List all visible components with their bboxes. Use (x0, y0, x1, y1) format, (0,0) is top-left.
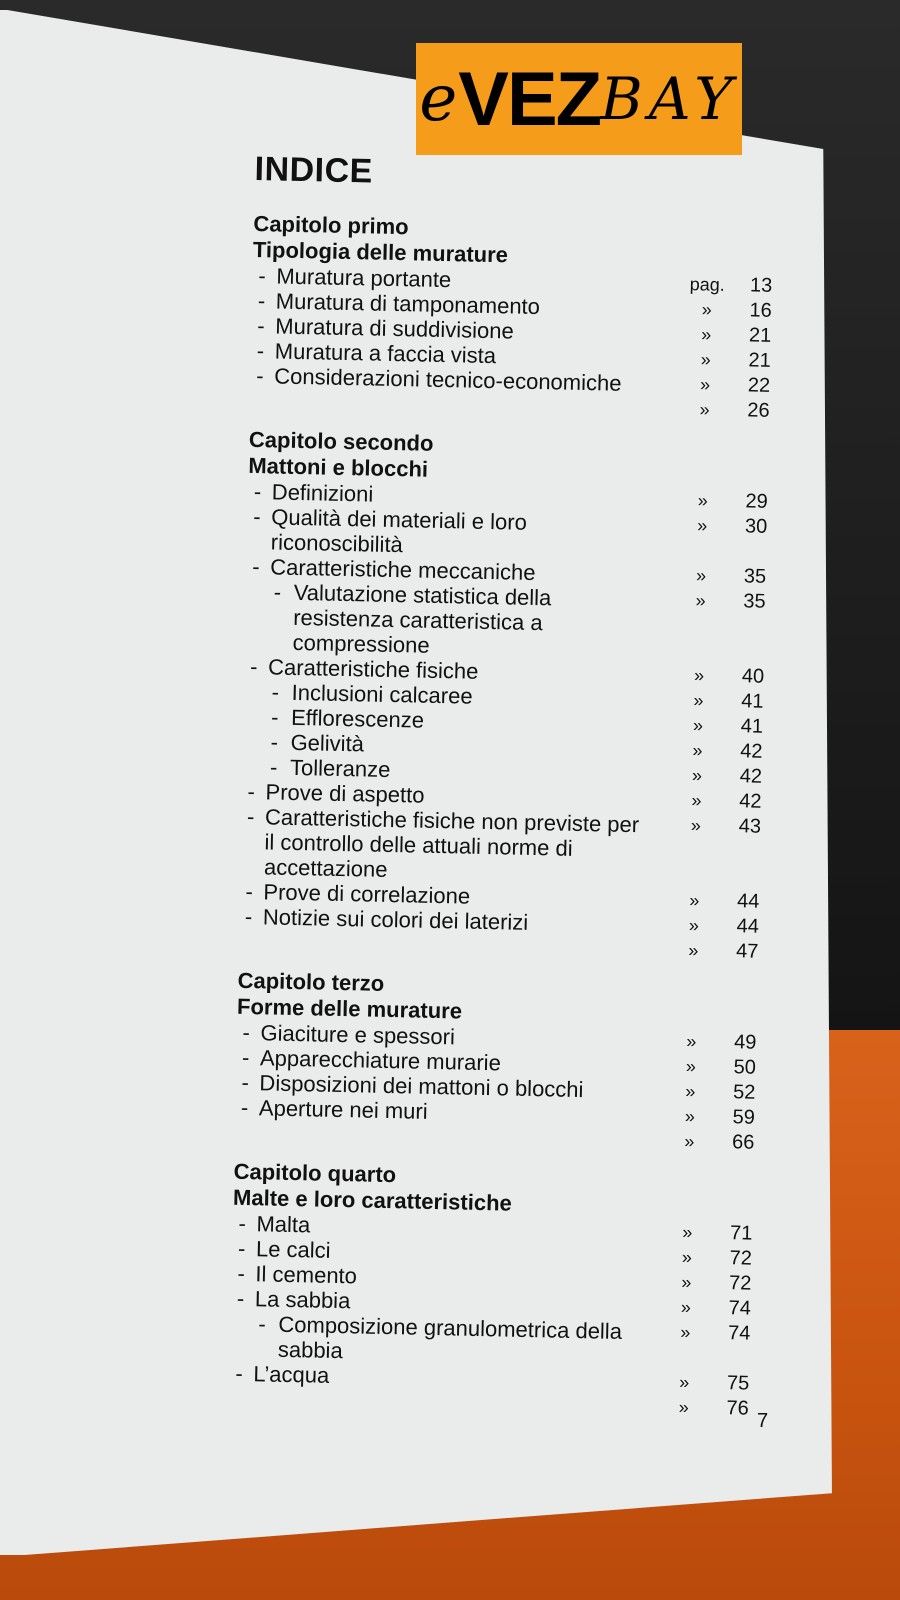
bullet-dash: - (271, 679, 280, 705)
bullet-dash: - (257, 288, 266, 314)
entry-text: Muratura di suddivisione (275, 313, 514, 344)
chapter (249, 211, 773, 424)
bullet-dash: - (249, 654, 258, 680)
ditto-mark: » (685, 1081, 696, 1102)
entry-text: Qualità dei materiali e loro riconoscibilità (270, 504, 528, 558)
ditto-mark: » (697, 490, 708, 511)
bullet-dash: - (244, 903, 253, 930)
page-number-ref: 26 (747, 399, 770, 422)
ditto-mark: » (699, 399, 710, 420)
entry-text: Composizione granulometrica della sabbia (277, 1311, 623, 1364)
ditto-mark: » (693, 665, 705, 686)
ditto-mark: » (693, 690, 704, 711)
page-number-ref: 71 (729, 1222, 753, 1245)
ditto-mark: » (688, 915, 700, 936)
ditto-mark: » (682, 1222, 693, 1243)
page-number-ref: 44 (736, 915, 760, 938)
page-ref (663, 688, 764, 715)
chapter (234, 968, 758, 1156)
bullet-dash: - (270, 729, 279, 755)
page-number-ref: 76 (726, 1397, 749, 1420)
page-ref (661, 813, 762, 840)
ditto-mark: » (685, 1056, 697, 1077)
page-ref (655, 1104, 756, 1131)
entry-text: Muratura di tamponamento (275, 288, 541, 319)
ditto-mark: » (680, 1297, 692, 1318)
bullet-dash: - (258, 263, 266, 289)
chapter (229, 1159, 754, 1422)
chapter-ordinal: Capitolo terzo (237, 967, 385, 996)
entry-text: Disposizioni dei mattoni o blocchi (259, 1070, 584, 1103)
ditto-mark: » (679, 1372, 690, 1393)
page-number-ref: 41 (741, 690, 764, 713)
bullet-dash: - (240, 1094, 249, 1121)
bullet-dash: - (256, 363, 264, 389)
page-number-ref: 35 (743, 590, 766, 613)
bullet-dash: - (236, 1285, 245, 1312)
page-ref (655, 1079, 756, 1106)
ditto-mark: » (684, 1131, 695, 1152)
ditto-mark: » (678, 1397, 689, 1418)
page-number-ref: 74 (728, 1297, 752, 1320)
toc-entry (244, 579, 765, 665)
bullet-dash: - (257, 313, 265, 339)
entry-text: Efflorescenze (290, 704, 425, 733)
page-ref (649, 1370, 750, 1397)
page-ref (656, 1029, 757, 1056)
page-ref (651, 1295, 752, 1322)
entry-text: Tolleranze (289, 754, 391, 782)
ditto-mark: » (697, 515, 708, 536)
bullet-dash: - (237, 1235, 246, 1262)
page-ref (651, 1270, 752, 1297)
ditto-mark: » (686, 1031, 697, 1052)
entry-text: Inclusioni calcaree (291, 679, 473, 709)
entry-text: Valutazione statistica della resistenza caratteristica a compressione (292, 579, 552, 658)
toc-entry (240, 804, 761, 890)
bullet-dash: - (273, 579, 282, 605)
page-number-ref: 42 (738, 790, 762, 813)
bullet-dash: - (241, 1069, 250, 1096)
entry-text: Considerazioni tecnico-economiche (274, 363, 622, 396)
page-number-ref: 41 (740, 715, 764, 738)
page-ref (669, 397, 770, 424)
ditto-mark: » (689, 890, 700, 911)
index-title: INDICE (254, 150, 374, 191)
page-ref (662, 763, 763, 790)
ditto-mark: » (681, 1272, 692, 1293)
entry-text: L’acqua (253, 1361, 330, 1388)
page-ref (670, 372, 771, 399)
ditto-mark: » (684, 1106, 696, 1127)
table-of-contents (228, 150, 775, 1436)
bullet-dash: - (246, 803, 255, 830)
bullet-dash: - (269, 754, 278, 780)
entry-text: Caratteristiche meccaniche (270, 554, 536, 585)
bullet-dash: - (238, 1210, 247, 1237)
chapter-title: Mattoni e blocchi (248, 452, 429, 482)
entry-text: Notizie sui colori dei laterizi (262, 904, 529, 935)
bullet-dash: - (256, 338, 265, 364)
page-number-ref: 74 (727, 1322, 751, 1345)
page-ref (659, 888, 760, 915)
entry-text: Giaciture e spessori (260, 1020, 456, 1050)
ditto-mark: pag. (689, 274, 726, 295)
bullet-dash: - (258, 1311, 267, 1337)
chapter-ordinal: Capitolo primo (253, 210, 409, 240)
bullet-dash: - (241, 1044, 250, 1071)
page-ref (666, 563, 767, 590)
entry-text: Prove di correlazione (263, 879, 471, 909)
page-ref (661, 788, 762, 815)
page-ref (648, 1395, 749, 1422)
page-number-ref: 22 (747, 374, 771, 397)
ditto-mark: » (700, 349, 711, 370)
page-number-ref: 42 (739, 765, 763, 788)
bullet-dash: - (235, 1360, 243, 1387)
entry-text: Muratura portante (276, 263, 452, 293)
page-ref (672, 272, 773, 299)
bullet-dash: - (247, 778, 256, 805)
page-number-ref: 35 (743, 565, 767, 588)
page-ref (652, 1245, 753, 1272)
entry-text: Prove di aspetto (265, 779, 425, 808)
entry-text: Definizioni (271, 479, 374, 507)
page-number-ref: 72 (728, 1272, 752, 1295)
entry-text: Malta (256, 1211, 311, 1238)
chapter-ordinal: Capitolo secondo (248, 426, 434, 456)
ditto-mark: » (701, 299, 712, 320)
page-number-ref: 13 (749, 274, 773, 297)
page-number-ref: 44 (736, 890, 760, 913)
entry-text: Gelività (290, 729, 365, 757)
ditto-mark: » (691, 790, 702, 811)
page-number-ref: 59 (732, 1106, 756, 1129)
ditto-mark: » (695, 590, 706, 611)
page-ref (665, 588, 766, 615)
page-ref (652, 1220, 753, 1247)
page-ref (664, 663, 765, 690)
ditto-mark: » (681, 1247, 693, 1268)
page-number-ref: 42 (740, 740, 763, 763)
evezbay-logo (416, 43, 742, 155)
entry-text: Aperture nei muri (258, 1095, 428, 1124)
page-number-ref: 21 (748, 324, 772, 347)
entry-text: Caratteristiche fisiche (267, 654, 479, 684)
chapter-ordinal: Capitolo quarto (233, 1158, 397, 1188)
entry-text: Apparecchiature murarie (259, 1045, 502, 1076)
entry-text: La sabbia (254, 1286, 351, 1314)
bullet-dash: - (242, 1019, 251, 1046)
ditto-mark: » (680, 1322, 691, 1343)
page-number-ref: 66 (731, 1131, 755, 1154)
entry-text: Il cemento (255, 1261, 358, 1289)
ditto-mark: » (692, 740, 703, 761)
page-number-ref: 40 (741, 665, 765, 688)
page-number-ref: 43 (738, 815, 762, 838)
ditto-mark: » (699, 374, 711, 395)
ditto-mark: » (692, 715, 704, 736)
page-ref (667, 513, 768, 540)
page-ref (650, 1320, 751, 1347)
bullet-dash: - (245, 878, 254, 905)
ditto-mark: » (701, 324, 712, 345)
page-number-ref: 30 (744, 515, 768, 538)
entry-text: Muratura a faccia vista (274, 338, 497, 369)
bullet-dash: - (252, 554, 260, 580)
page-ref (654, 1129, 755, 1156)
chapter-title: Tipologia delle murature (252, 236, 509, 268)
bullet-dash: - (270, 704, 279, 730)
page-ref (670, 347, 771, 374)
ditto-mark: » (691, 765, 703, 786)
chapter (238, 427, 769, 965)
entry-text: Le calci (255, 1236, 331, 1263)
bullet-dash: - (237, 1260, 246, 1287)
logo-e: e (419, 62, 459, 136)
bullet-dash: - (253, 504, 261, 530)
page-number-ref: 16 (749, 299, 772, 322)
page-ref (671, 297, 772, 324)
page-number-ref: 29 (745, 490, 768, 513)
page-ref (671, 322, 772, 349)
ditto-mark: » (695, 565, 707, 586)
bullet-dash: - (253, 479, 262, 505)
page-number-ref: 49 (733, 1031, 757, 1054)
chapter-list (229, 211, 774, 1422)
ditto-mark: » (690, 815, 702, 836)
page-number: 7 (757, 1410, 769, 1432)
chapter-title: Malte e loro caratteristiche (232, 1184, 513, 1216)
page-number-ref: 47 (735, 940, 759, 963)
page-ref (658, 938, 759, 965)
page-ref (659, 913, 760, 940)
page-ref (667, 488, 768, 515)
page-ref (663, 713, 764, 740)
page-number-ref: 72 (729, 1247, 753, 1270)
page-ref (662, 738, 763, 765)
ditto-mark: » (688, 940, 699, 961)
logo-bay: BAY (600, 65, 739, 133)
chapter-title: Forme delle murature (236, 993, 463, 1024)
entry-text: Caratteristiche fisiche non previste per il controllo delle attuali norme di accettazione (263, 804, 640, 882)
page-number-ref: 75 (726, 1372, 750, 1395)
page-number-ref: 50 (733, 1056, 757, 1079)
page-number-ref: 21 (748, 349, 771, 372)
page-number-ref: 52 (732, 1081, 756, 1104)
page-ref (656, 1054, 757, 1081)
logo-vez: VEZ (458, 56, 601, 142)
